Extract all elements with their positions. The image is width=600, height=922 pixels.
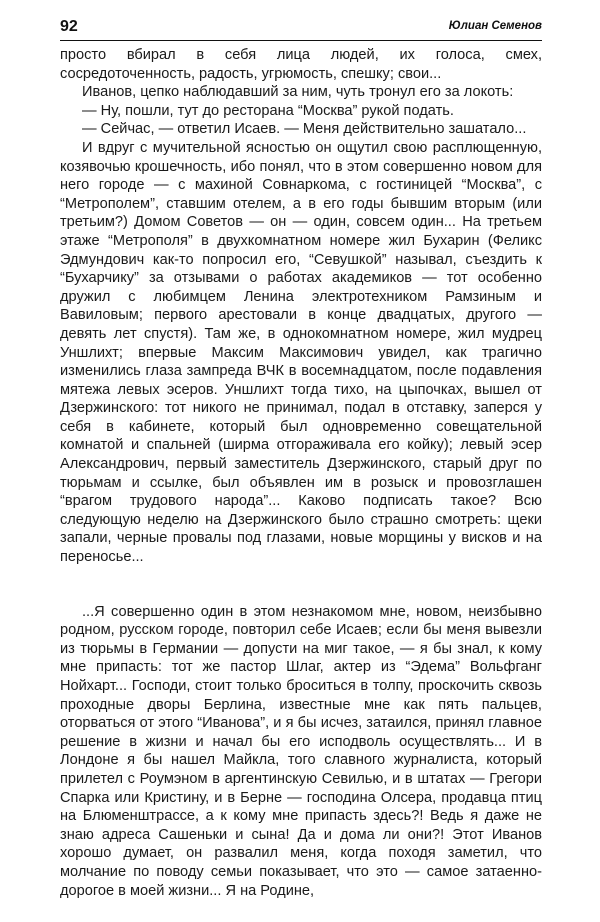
section-break	[60, 567, 542, 603]
paragraph: — Ну, пошли, тут до ресторана “Москва” рукой подать.	[82, 102, 454, 119]
body-text	[60, 46, 542, 900]
page-number: 92	[60, 18, 78, 35]
paragraph: ...Я совершенно один в этом незнакомом мне, новом, неизбывно родном, русском городе, повторил себе Исаев; если бы меня вывезли из тюрьмы в Германии — допусти на миг такое, — я бы знал, к кому мне припасть: тот же пастор Шлаг, актер из “Эдема” Вольфганг Нойхарт... Господи, стоит только броситься в толпу, проскочить сквозь проходные дворы Берлина, известные мне как пять пальцев, оторваться от этого “Иванова”, и я бы исчез, затаился, принял главное решение в жизни и начал бы его исподволь осуществлять... И в Лондоне я бы нашел Майкла, того славного журналиста, который прилетел с Роумэном в аргентинскую Севилью, и в штатах — Грегори Спарка или Кристину, и в Берне — господина Олсера, продавца птиц на Блюменштрассе, а к кому мне припасть здесь?! Ведь я даже не знаю адреса Сашеньки и сына! Да и дома ли они?! Этот Иванов хорошо думает, он развалил меня, когда походя заметил, что молчание по поводу семьи показывает, что это — самое затаенно-дорогое в моей жизни... Я на Родине,	[60, 603, 542, 899]
paragraph: И вдруг с мучительной ясностью он ощутил свою расплющенную, козявочью крошечность, ибо понял, что в этом совершенно новом для него городе — с махиной Совнаркома, с гостиницей “Москва”, с “Метрополем”, ставшим отелем, а в его годы бывшим вторым (или третьим?) Домом Советов — он — один, совсем один... На третьем этаже “Метрополя” в двухкомнатном номере жил Бухарин (Феликс Эдмундович как-то попросил его, “Севушкой” называл, съездить к “Бухарчику” за отзывами о работах академиков — тот особенно дружил с любимцем Ленина электротехником Рамзиным и Вавиловым; первого арестовали в конце двадцатых, другого — девять лет спустя). Там же, в однокомнатном номере, жил мудрец Уншлихт; впервые Максим Максимович увидел, как трагично изменились глаза зампреда ВЧК в восемнадцатом, после подавления мятежа левых эсеров. Уншлихт тогда тихо, на цыпочках, вышел от Дзержинского: тот никого не принимал, подал в отставку, заперся у себя в кабинете, который был одновременно совещательной комнатой и спальней (ширма отгораживала его койку); левый эсер Александрович, первый заместитель Дзержинского, старый друг по тюрьмам и ссылке, был объявлен им в розыск и провозглашен “врагом трудового народа”... Каково подписать такое? Всю следующую неделю на Дзержинского было страшно смотреть: щеки запали, черные провалы под глазами, новые морщины у висков и на переносье...	[60, 139, 542, 566]
page-header	[60, 18, 542, 41]
paragraph: — Сейчас, — ответил Исаев. — Меня действительно зашатало...	[82, 121, 527, 138]
paragraph: просто вбирал в себя лица людей, их голоса, смех, сосредоточенность, радость, угрюмость, спешку; свои...	[60, 47, 542, 82]
paragraph: Иванов, цепко наблюдавший за ним, чуть тронул его за локоть:	[82, 84, 514, 101]
running-head-author: Юлиан Семенов	[448, 20, 542, 32]
